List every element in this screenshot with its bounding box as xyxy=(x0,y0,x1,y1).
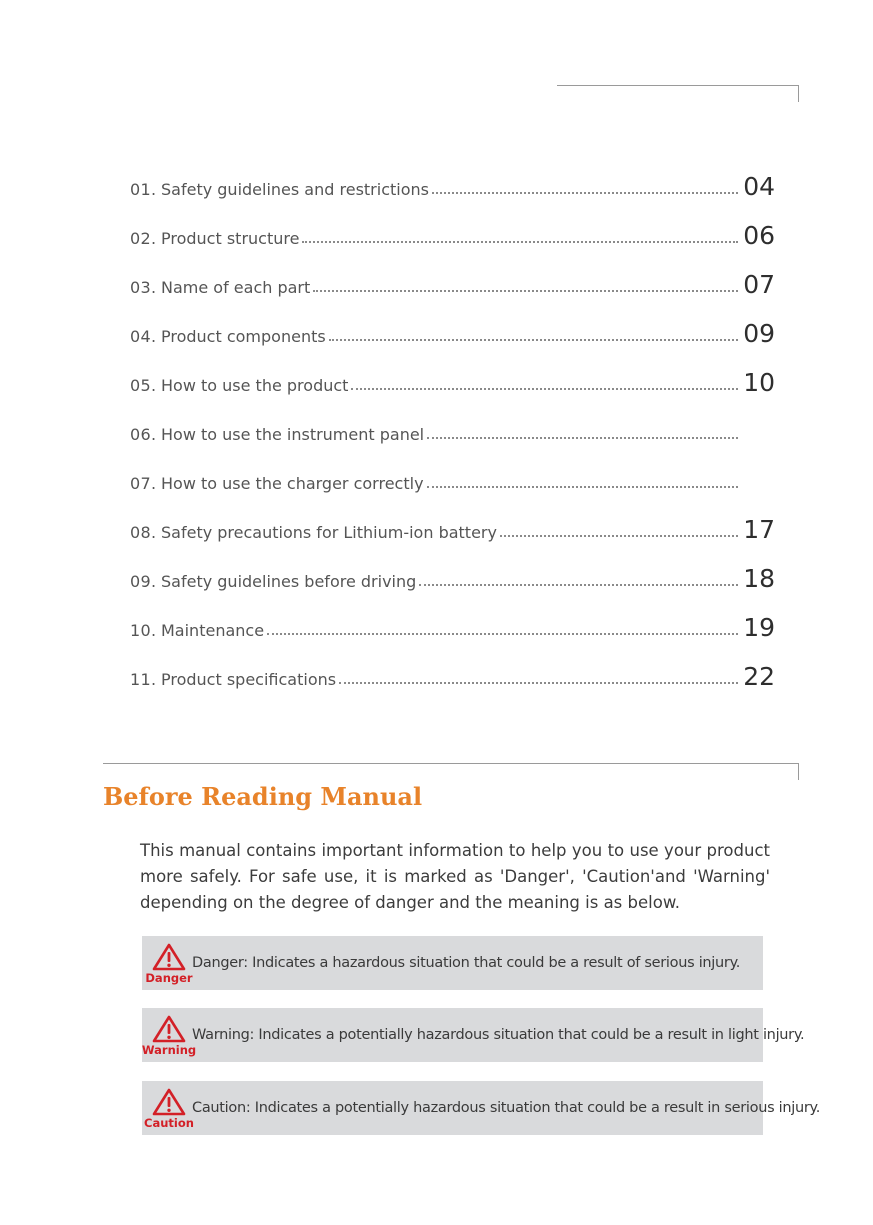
notice-icon-group xyxy=(144,1088,194,1129)
toc-item-number: 10. xyxy=(130,621,157,640)
toc-dot-leader xyxy=(267,632,738,635)
notice-danger xyxy=(142,936,763,990)
header-rule xyxy=(557,85,799,102)
warning-triangle-icon xyxy=(152,1015,186,1043)
toc-item-page: 07 xyxy=(743,270,775,299)
toc-item-page: 18 xyxy=(743,564,775,593)
notice-text: Danger: Indicates a hazardous situation that could be a result of serious injury. xyxy=(192,955,741,971)
warning-triangle-icon xyxy=(152,1088,186,1116)
toc-dot-leader xyxy=(351,387,738,390)
toc-item-title: Safety guidelines and restrictions xyxy=(161,180,429,199)
toc-item-page: 22 xyxy=(743,662,775,691)
toc-dot-leader xyxy=(329,338,738,341)
section-rule xyxy=(103,763,799,780)
toc-item-number: 01. xyxy=(130,180,157,199)
toc-item-title: How to use the charger correctly xyxy=(161,474,424,493)
toc-item-page: 19 xyxy=(743,613,775,642)
table-of-contents xyxy=(130,150,775,689)
toc-item-title: Maintenance xyxy=(161,621,265,640)
toc-dot-leader xyxy=(313,289,738,292)
toc-item[interactable] xyxy=(130,640,775,689)
notice-caution xyxy=(142,1081,821,1135)
toc-item-number: 08. xyxy=(130,523,157,542)
toc-item[interactable] xyxy=(130,444,775,493)
toc-item-number: 11. xyxy=(130,670,157,689)
notice-label: Danger xyxy=(145,970,193,985)
toc-item-number: 07. xyxy=(130,474,157,493)
warning-triangle-icon xyxy=(152,943,186,971)
toc-item-number: 03. xyxy=(130,278,157,297)
toc-item[interactable] xyxy=(130,493,775,542)
toc-dot-leader xyxy=(500,534,738,537)
toc-item-number: 05. xyxy=(130,376,157,395)
toc-dot-leader xyxy=(339,681,738,684)
toc-item-title: Safety precautions for Lithium-ion battery xyxy=(161,523,497,542)
toc-item-title: How to use the instrument panel xyxy=(161,425,425,444)
toc-item[interactable] xyxy=(130,199,775,248)
toc-item[interactable] xyxy=(130,297,775,346)
toc-item-page: 04 xyxy=(743,172,775,201)
toc-item-title: Safety guidelines before driving xyxy=(161,572,417,591)
toc-item-title: Product components xyxy=(161,327,326,346)
notice-label: Caution xyxy=(144,1115,194,1130)
toc-item-title: Product structure xyxy=(161,229,300,248)
toc-item[interactable] xyxy=(130,150,775,199)
toc-dot-leader xyxy=(419,583,738,586)
notice-icon-group xyxy=(144,943,194,984)
notice-text: Warning: Indicates a potentially hazardous situation that could be a result in light injury. xyxy=(192,1027,805,1043)
notice-label: Warning xyxy=(141,1042,197,1057)
toc-item-number: 09. xyxy=(130,572,157,591)
toc-item[interactable] xyxy=(130,542,775,591)
toc-item-title: Product specifications xyxy=(161,670,337,689)
toc-item-page: 09 xyxy=(743,319,775,348)
toc-item-number: 06. xyxy=(130,425,157,444)
toc-item-number: 04. xyxy=(130,327,157,346)
toc-item-number: 02. xyxy=(130,229,157,248)
intro-paragraph: This manual contains important information to help you to use your product more safely. For safe use, it is marked as 'Danger', 'Caution'and 'Warning' depending on the degree of danger and the meaning is as below. xyxy=(140,841,770,912)
toc-dot-leader xyxy=(427,436,738,439)
section-title: Before Reading Manual xyxy=(103,782,423,811)
notice-icon-group xyxy=(141,1015,197,1057)
toc-item[interactable] xyxy=(130,248,775,297)
toc-item-page: 10 xyxy=(743,368,775,397)
toc-item[interactable] xyxy=(130,591,775,640)
toc-dot-leader xyxy=(427,485,738,488)
toc-dot-leader xyxy=(302,240,738,243)
toc-dot-leader xyxy=(432,191,738,194)
notice-text: Caution: Indicates a potentially hazardous situation that could be a result in serious injury. xyxy=(192,1100,821,1116)
notice-warning xyxy=(141,1008,805,1062)
toc-item-page: 17 xyxy=(743,515,775,544)
toc-item[interactable] xyxy=(130,395,775,444)
toc-item[interactable] xyxy=(130,346,775,395)
toc-item-title: How to use the product xyxy=(161,376,349,395)
toc-item-page: 06 xyxy=(743,221,775,250)
toc-item-title: Name of each part xyxy=(161,278,311,297)
